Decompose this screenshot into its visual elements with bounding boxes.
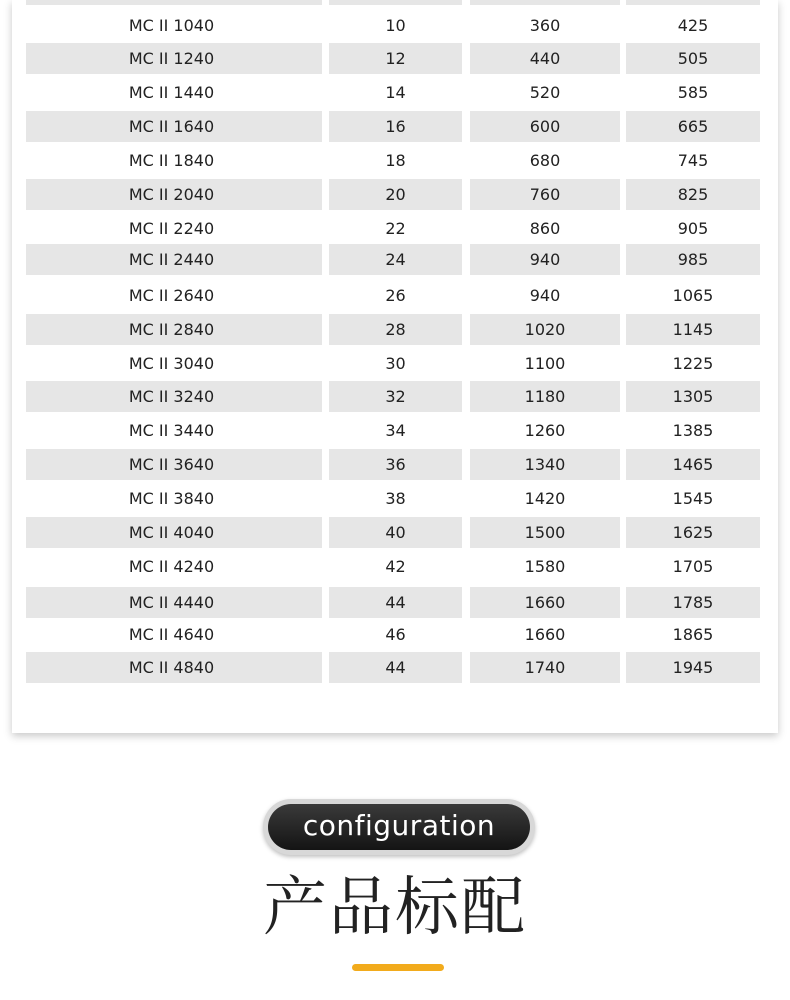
spec-cell-2: 1660 (470, 587, 620, 618)
spec-cell-1: 28 (329, 314, 462, 345)
model-cell: MC II 1640 (26, 111, 322, 142)
spec-cell-1: 40 (329, 517, 462, 548)
model-cell: MC II 1040 (128, 16, 215, 35)
spec-cell-3: 1145 (626, 314, 760, 345)
spec-cell-2: 940 (470, 244, 620, 275)
table-row (12, 517, 778, 550)
model-cell: MC II 2440 (26, 244, 322, 275)
table-row (12, 145, 778, 178)
spec-cell-2: 1580 (524, 557, 566, 576)
table-row (12, 652, 778, 685)
spec-cell-1: 30 (385, 354, 406, 373)
spec-cell-3: 1065 (672, 286, 714, 305)
model-cell: MC II 3440 (128, 421, 215, 440)
spec-cell-3: 905 (677, 219, 709, 238)
spec-cell-3: 1705 (672, 557, 714, 576)
spec-cell-3: 825 (626, 179, 760, 210)
spec-cell-2: 1740 (470, 652, 620, 683)
spec-cell-2: 520 (529, 83, 561, 102)
spec-cell-3: 745 (677, 151, 709, 170)
model-cell: MC II 4040 (26, 517, 322, 548)
model-cell: MC II 2040 (26, 179, 322, 210)
spec-cell-1: 38 (385, 489, 406, 508)
spec-cell-2: 1100 (524, 354, 566, 373)
spec-cell-3: 1385 (672, 421, 714, 440)
model-cell: MC II 1440 (128, 83, 215, 102)
model-cell: MC II 4640 (128, 625, 215, 644)
spec-cell-3: 1785 (626, 587, 760, 618)
spec-cell-2: 760 (470, 179, 620, 210)
spec-cell-2: 600 (470, 111, 620, 142)
spec-cell-3: 665 (626, 111, 760, 142)
model-cell: MC II 4840 (26, 652, 322, 683)
spec-cell-1: 12 (329, 43, 462, 74)
spec-cell-2: 360 (529, 16, 561, 35)
spec-cell-2: 1180 (470, 381, 620, 412)
model-cell: MC II 3640 (26, 449, 322, 480)
table-row (12, 449, 778, 482)
model-cell: MC II 4240 (128, 557, 215, 576)
table-row (12, 77, 778, 110)
spec-cell-2: 1420 (524, 489, 566, 508)
configuration-pill (263, 799, 535, 855)
spec-cell-3: 425 (677, 16, 709, 35)
table-top-strip (26, 0, 322, 5)
model-cell: MC II 2840 (26, 314, 322, 345)
spec-cell-1: 26 (385, 286, 406, 305)
table-row (12, 244, 778, 277)
table-top-strip (626, 0, 760, 5)
spec-table-card (12, 0, 778, 733)
table-row (12, 483, 778, 516)
model-cell: MC II 3240 (26, 381, 322, 412)
spec-cell-1: 46 (385, 625, 406, 644)
table-row (12, 348, 778, 381)
table-row (12, 10, 778, 43)
title-accent-bar (352, 964, 444, 971)
model-cell: MC II 1240 (26, 43, 322, 74)
model-cell: MC II 1840 (128, 151, 215, 170)
model-cell: MC II 3840 (128, 489, 215, 508)
spec-cell-2: 860 (529, 219, 561, 238)
spec-cell-3: 505 (626, 43, 760, 74)
spec-cell-2: 680 (529, 151, 561, 170)
spec-cell-3: 1625 (626, 517, 760, 548)
spec-cell-3: 585 (677, 83, 709, 102)
spec-cell-3: 1945 (626, 652, 760, 683)
spec-cell-1: 42 (385, 557, 406, 576)
table-row (12, 111, 778, 144)
spec-cell-3: 1545 (672, 489, 714, 508)
model-cell: MC II 2640 (128, 286, 215, 305)
table-row (12, 381, 778, 414)
table-row (12, 280, 778, 313)
section-title: 产品标配 (263, 871, 527, 945)
spec-cell-1: 14 (385, 83, 406, 102)
model-cell: MC II 3040 (128, 354, 215, 373)
configuration-label: configuration (268, 804, 530, 850)
table-row (12, 179, 778, 212)
spec-cell-1: 16 (329, 111, 462, 142)
table-row (12, 619, 778, 652)
table-top-strip (329, 0, 462, 5)
spec-cell-2: 940 (529, 286, 561, 305)
spec-cell-3: 1865 (672, 625, 714, 644)
spec-cell-1: 10 (385, 16, 406, 35)
table-row (12, 551, 778, 584)
spec-cell-2: 1500 (470, 517, 620, 548)
spec-cell-3: 1305 (626, 381, 760, 412)
spec-cell-1: 34 (385, 421, 406, 440)
table-row (12, 43, 778, 76)
spec-cell-2: 1020 (470, 314, 620, 345)
spec-cell-3: 1465 (626, 449, 760, 480)
spec-cell-3: 1225 (672, 354, 714, 373)
spec-cell-1: 44 (329, 587, 462, 618)
spec-cell-1: 44 (329, 652, 462, 683)
spec-cell-2: 1660 (524, 625, 566, 644)
spec-cell-1: 36 (329, 449, 462, 480)
spec-cell-1: 22 (385, 219, 406, 238)
table-row (12, 213, 778, 246)
spec-cell-2: 1340 (470, 449, 620, 480)
table-top-strip (470, 0, 620, 5)
table-row (12, 314, 778, 347)
table-row (12, 415, 778, 448)
spec-cell-2: 1260 (524, 421, 566, 440)
spec-cell-3: 985 (626, 244, 760, 275)
model-cell: MC II 4440 (26, 587, 322, 618)
model-cell: MC II 2240 (128, 219, 215, 238)
spec-cell-2: 440 (470, 43, 620, 74)
spec-cell-1: 24 (329, 244, 462, 275)
table-row (12, 587, 778, 620)
spec-cell-1: 18 (385, 151, 406, 170)
spec-cell-1: 32 (329, 381, 462, 412)
spec-cell-1: 20 (329, 179, 462, 210)
